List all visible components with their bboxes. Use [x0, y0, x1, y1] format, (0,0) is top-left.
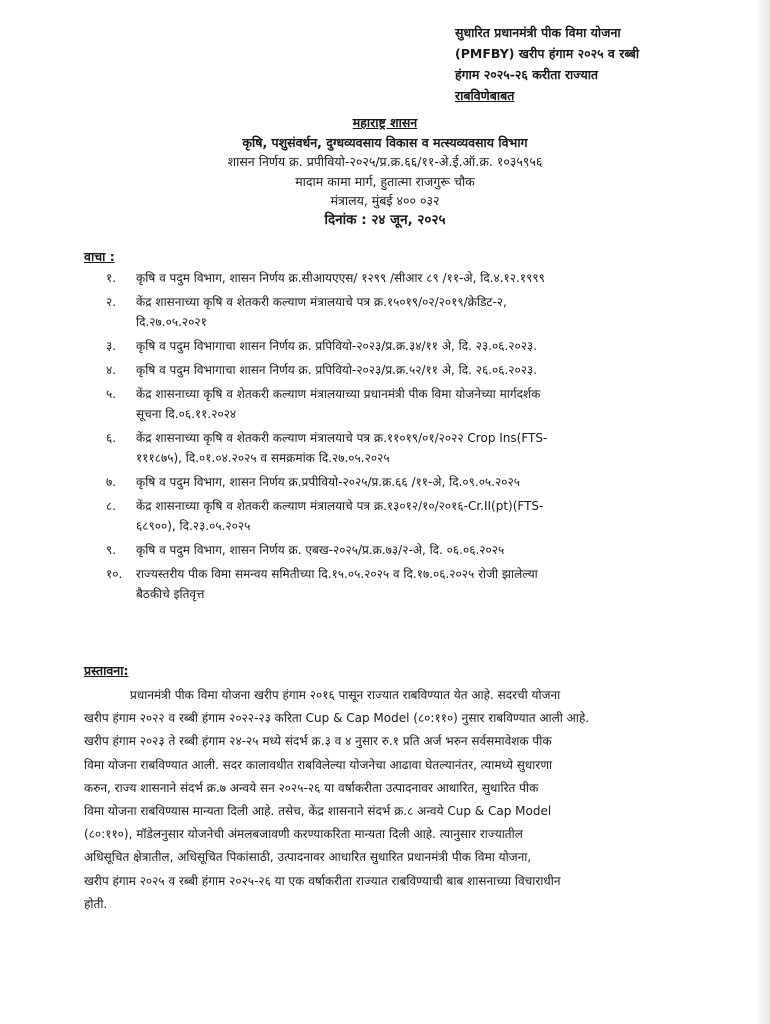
- reference-item: [84, 268, 724, 288]
- reference-number: ८.: [106, 499, 117, 513]
- reference-text: केंद्र शासनाच्या कृषि व शेतकरी कल्याण मंत्रालयाचे पत्र क्र.१५०१९/०२/२०१९/क्रेडिट-२,: [136, 295, 507, 309]
- subject-line: राबविणेबाबत: [455, 88, 515, 103]
- reference-text: १११८७५), दि.०१.०४.२०२५ व समक्रमांक दि.२७.०५.२०२५: [136, 451, 390, 465]
- subject-line: हंगाम २०२५-२६ करीता राज्यात: [455, 67, 599, 82]
- address-line: मंत्रालय, मुंबई ४०० ०३२: [330, 193, 440, 208]
- reference-number: ५.: [106, 387, 117, 401]
- reference-text: ६८९००), दि.२३.०५.२०२५: [136, 519, 251, 533]
- preamble-heading: प्रस्तावना:: [84, 663, 129, 678]
- preamble-line: (८०:११०), मॉडेलनुसार योजनेची अंमलबजावणी करण्याकरिता मान्यता दिली आहे. त्यानुसार राज्यातील: [84, 827, 523, 842]
- references-list: [84, 268, 724, 608]
- reference-item: [84, 360, 724, 380]
- reference-item: [84, 428, 724, 468]
- reference-text: राज्यस्तरीय पीक विमा समन्वय समितीच्या दि.१५.०५.२०२५ व दि.१७.०६.२०२५ रोजी झालेल्या: [136, 567, 538, 581]
- reference-number: १०.: [106, 567, 123, 581]
- subject-line: सुधारित प्रधानमंत्री पीक विमा योजना: [455, 25, 621, 40]
- reference-item: [84, 292, 724, 332]
- reference-number: ६.: [106, 431, 117, 445]
- order-number: शासन निर्णय क्र. प्रपीवियो-२०२५/प्र.क्र.६६/११-अे.ई.ऑ.क्र. १०३५९५६: [227, 154, 543, 169]
- preamble-line: विमा योजना राबविण्यास मान्यता दिली आहे. तसेच, केंद्र शासनाने संदर्भ क्र.८ अन्वये Cup & Cap Model: [84, 804, 552, 819]
- preamble-line: विमा योजना राबविण्यात आली. सदर कालावधीत राबविलेल्या योजनेचा आढावा घेतल्यानंतर, त्यामध्ये सुधारणा: [84, 757, 553, 772]
- reference-item: [84, 472, 724, 492]
- letterhead: [0, 113, 770, 230]
- preamble-line: खरीप हंगाम २०२३ ते रब्बी हंगाम २४-२५ मध्ये संदर्भ क्र.३ व ४ नुसार रु.१ प्रति अर्ज भरुन सर्वसमावेशक पीक: [84, 734, 552, 749]
- reference-item: [84, 496, 724, 536]
- reference-text: कृषि व पदुम विभाग, शासन निर्णय क्र.सीआयएएस/ १२९९ /सीआर ८९ /११-अे, दि.४.१२.१९९९: [136, 271, 545, 285]
- reference-text: केंद्र शासनाच्या कृषि व शेतकरी कल्याण मंत्रालयाचे पत्र क्र.११०१९/०१/२०२२ Crop Ins(FTS-: [136, 431, 548, 445]
- reference-text: केंद्र शासनाच्या कृषि व शेतकरी कल्याण मंत्रालयाचे पत्र क्र.१३०१२/१०/२०१६-Cr.II(pt)(FTS-: [136, 499, 544, 513]
- department-name: कृषि, पशुसंवर्धन, दुग्धव्यवसाय विकास व मत्स्यव्यवसाय विभाग: [242, 134, 528, 150]
- address-line: मादाम कामा मार्ग, हुतात्मा राजगुरू चौक: [295, 173, 475, 189]
- reference-text: कृषि व पदुम विभाग, शासन निर्णय क्र. एबख-२०२५/प्र.क्र.७३/२-अे, दि. ०६.०६.२०२५: [136, 543, 505, 557]
- subject-line: (PMFBY) खरीप हंगाम २०२५ व रब्बी: [455, 46, 640, 61]
- reference-text: कृषि व पदुम विभागाचा शासन निर्णय क्र. प्रपिवियो-२०२३/प्र.क्र.५२/११ अे, दि. २६.०६.२०२३.: [136, 363, 538, 377]
- reference-number: १.: [106, 271, 117, 285]
- government-name: महाराष्ट्र शासन: [352, 115, 418, 130]
- reference-item: [84, 336, 724, 356]
- preamble-line: करुन, राज्य शासनाने संदर्भ क्र.७ अन्वये सन २०२५-२६ या वर्षाकरीता उत्पादनावर आधारित, सुधारित पीक: [84, 780, 539, 795]
- subject-block: [455, 22, 715, 106]
- reference-number: ७.: [106, 475, 117, 489]
- preamble-line: खरीप हंगाम २०२५ व रब्बी हंगाम २०२५-२६ या एक वर्षाकरीता राज्यात राबविण्याची बाब शासनाच्या विचाराधीन: [84, 873, 561, 888]
- reference-text: केंद्र शासनाच्या कृषि व शेतकरी कल्याण मंत्रालयाच्या प्रधानमंत्री पीक विमा योजनेच्या मार्गदर्शक: [136, 387, 541, 401]
- reference-number: ४.: [106, 363, 117, 377]
- reference-text: दि.२७.०५.२०२१: [136, 315, 207, 329]
- reference-text: बैठकीचे इतिवृत्त: [136, 587, 205, 601]
- reference-number: ९.: [106, 543, 117, 557]
- reference-number: २.: [106, 295, 117, 309]
- reference-number: ३.: [106, 339, 117, 353]
- reference-item: [84, 384, 724, 424]
- order-date: दिनांक : २४ जून, २०२५: [324, 211, 446, 228]
- reference-text: कृषि व पदुम विभागाचा शासन निर्णय क्र. प्रपिवियो-२०२३/प्र.क्र.३४/११ अे, दि. २३.०६.२०२३.: [136, 339, 538, 353]
- preamble-line: अधिसूचित क्षेत्रातील, अधिसूचित पिकांसाठी, उत्पादनावर आधारित सुधारित प्रधानमंत्री पीक विमा योजना,: [84, 850, 532, 865]
- preamble-line: प्रधानमंत्री पीक विमा योजना खरीप हंगाम २०१६ पासून राज्यात राबविण्यात येत आहे. सदरची योजना: [130, 688, 561, 702]
- reference-text: कृषि व पदुम विभाग, शासन निर्णय क्र.प्रपीवियो-२०२५/प्र.क्र.६६ /११-अे, दि.०९.०५.२०२५: [136, 475, 520, 489]
- reference-text: सूचना दि.०६.११.२०२४: [136, 407, 237, 421]
- reference-item: [84, 564, 724, 604]
- preamble-line: होती.: [84, 896, 108, 911]
- preamble-paragraph: [84, 684, 724, 916]
- references-heading: वाचा :: [84, 249, 115, 264]
- page-edge-shadow: [756, 0, 770, 1024]
- preamble-line: खरीप हंगाम २०२२ व रब्बी हंगाम २०२२-२३ करिता Cup & Cap Model (८०:११०) नुसार राबविण्यात आली आहे.: [84, 711, 590, 726]
- reference-item: [84, 540, 724, 560]
